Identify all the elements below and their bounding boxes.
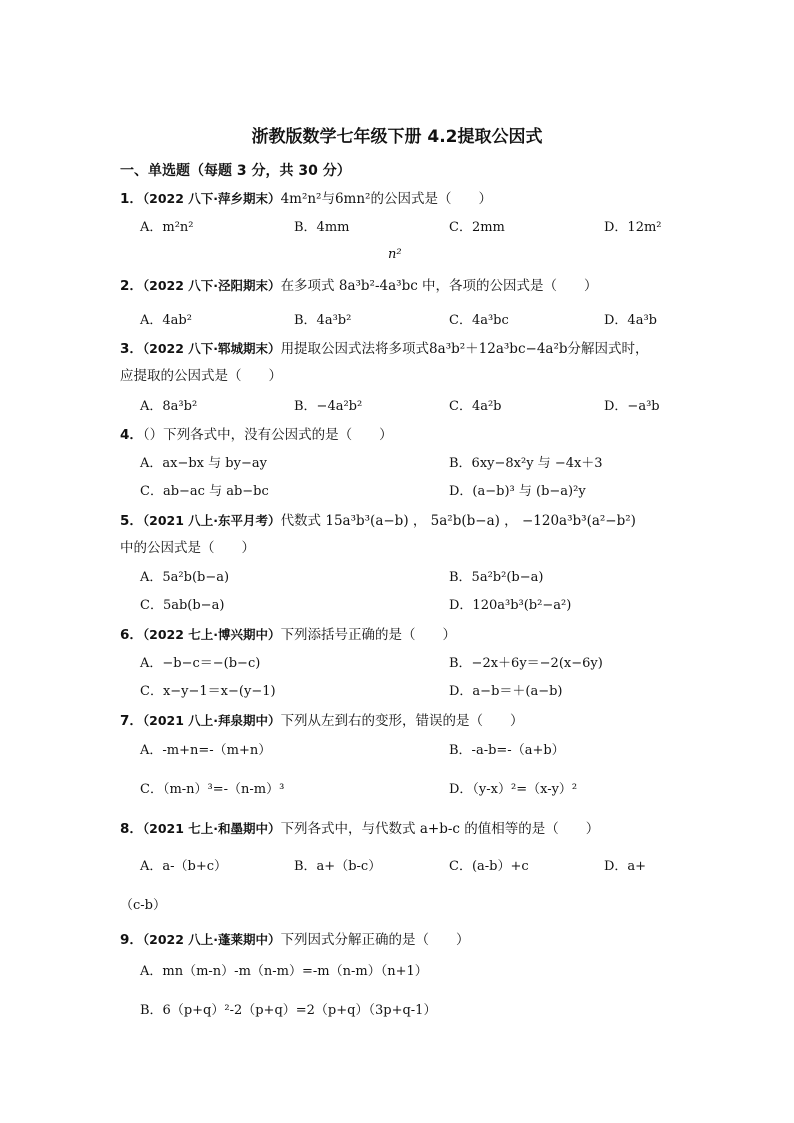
page-title: 浙教版数学七年级下册 4.2提取公因式	[251, 127, 543, 147]
option-d: D．(a−b)³ 与 (b−a)²y	[449, 484, 586, 499]
option-a: A．5a²b(b−a)	[140, 570, 230, 585]
option-c: C．（m-n）³=-（n-m）³	[140, 782, 285, 797]
question-source: （2022 八下·萍乡期末）	[142, 191, 281, 206]
option-d: D．−a³b	[604, 399, 660, 414]
question-stem: 代数式 15a³b³(a−b) ， 5a²b(b−a) ， −120a³b³(a²−b²)	[280, 513, 636, 529]
question-2	[120, 276, 598, 296]
question-source: （2022 八上·蓬莱期中）	[142, 932, 281, 947]
option-b: B．5a²b²(b−a)	[449, 570, 544, 585]
option-b: B．−2x＋6y＝−2(x−6y)	[449, 656, 603, 671]
option-b: B．4mm	[294, 220, 350, 235]
option-d: D．12m²	[604, 220, 662, 235]
option-b: B．6（p+q）²-2（p+q）=2（p+q）（3p+q-1）	[140, 1003, 437, 1018]
question-stem: 下列各式中，与代数式 a+b-c 的值相等的是（ ）	[280, 821, 600, 837]
question-source: （2022 七上·博兴期中）	[142, 627, 281, 642]
question-stem-continued: 中的公因式是（ ）	[120, 540, 255, 556]
option-a: A．-m+n=-（m+n）	[140, 743, 272, 758]
option-a: A．ax−bx 与 by−ay	[140, 456, 267, 471]
option-d-continuation: （c-b）	[120, 898, 166, 913]
option-a: A．8a³b²	[140, 399, 198, 414]
option-a: A．m²n²	[140, 220, 194, 235]
question-stem: 下列添括号正确的是（ ）	[280, 627, 457, 643]
question-5	[120, 511, 636, 531]
question-1	[120, 189, 492, 209]
question-number: 5．	[120, 513, 143, 529]
question-stem: 4m²n²与6mn²的公因式是（ ）	[280, 191, 492, 207]
question-7	[120, 711, 524, 731]
question-number: 9．	[120, 932, 143, 948]
question-source: （2021 七上·和墨期中）	[142, 821, 281, 836]
question-number: 4．	[120, 427, 143, 443]
option-d: D．4a³b	[604, 313, 657, 328]
option-c: C．(a-b）+c	[449, 859, 529, 874]
option-a: A．4ab²	[140, 313, 192, 328]
question-stem: 下列从左到右的变形，错误的是（ ）	[280, 713, 524, 729]
question-number: 6．	[120, 627, 143, 643]
question-source: （2021 八上·拜泉期中）	[142, 713, 281, 728]
question-number: 1．	[120, 191, 143, 207]
option-c: C．ab−ac 与 ab−bc	[140, 484, 269, 499]
option-d: D．（y-x）²=（x-y）²	[449, 782, 578, 797]
question-stem: 在多项式 8a³b²-4a³bc 中，各项的公因式是（ ）	[280, 278, 598, 294]
option-b: B．6xy−8x²y 与 −4x＋3	[449, 456, 603, 471]
option-b: B．−4a²b²	[294, 399, 363, 414]
question-3	[120, 339, 649, 359]
question-number: 3．	[120, 341, 143, 357]
question-source: （2022 八下·泾阳期末）	[142, 278, 281, 293]
option-a: A．a-（b+c）	[140, 859, 228, 874]
question-4	[120, 425, 393, 445]
question-stem: 用提取公因式法将多项式8a³b²＋12a³bc−4a²b分解因式时，	[280, 341, 649, 357]
option-a: A．mn（m-n）-m（n-m）=-m（n-m）（n+1）	[140, 964, 428, 979]
option-a: A．−b−c＝−(b−c)	[140, 656, 261, 671]
question-8	[120, 819, 599, 839]
option-c: C．2mm	[449, 220, 505, 235]
option-b: B．-a-b=-（a+b）	[449, 743, 565, 758]
option-b: B．4a³b²	[294, 313, 352, 328]
option-c: C．x−y−1＝x−(y−1)	[140, 684, 276, 699]
option-b: B．a+（b-c）	[294, 859, 382, 874]
question-stem: 下列因式分解正确的是（ ）	[280, 932, 470, 948]
question-source: （2021 八上·东平月考）	[142, 513, 281, 528]
question-9	[120, 930, 470, 950]
option-d: D．a−b＝＋(a−b)	[449, 684, 563, 699]
option-c: C．5ab(b−a)	[140, 598, 225, 613]
option-d-continuation: n²	[388, 247, 402, 262]
option-d: D．a+	[604, 859, 647, 874]
section-heading: 一、单选题（每题 3 分，共 30 分）	[120, 163, 351, 179]
option-d: D．120a³b³(b²−a²)	[449, 598, 572, 613]
question-stem-continued: 应提取的公因式是（ ）	[120, 368, 282, 384]
question-stem: （）下列各式中，没有公因式的是（ ）	[142, 427, 393, 443]
question-source: （2022 八下·郓城期末）	[142, 341, 281, 356]
question-6	[120, 625, 456, 645]
question-number: 2．	[120, 278, 143, 294]
option-c: C．4a³bc	[449, 313, 509, 328]
option-c: C．4a²b	[449, 399, 502, 414]
question-number: 8．	[120, 821, 143, 837]
question-number: 7．	[120, 713, 143, 729]
